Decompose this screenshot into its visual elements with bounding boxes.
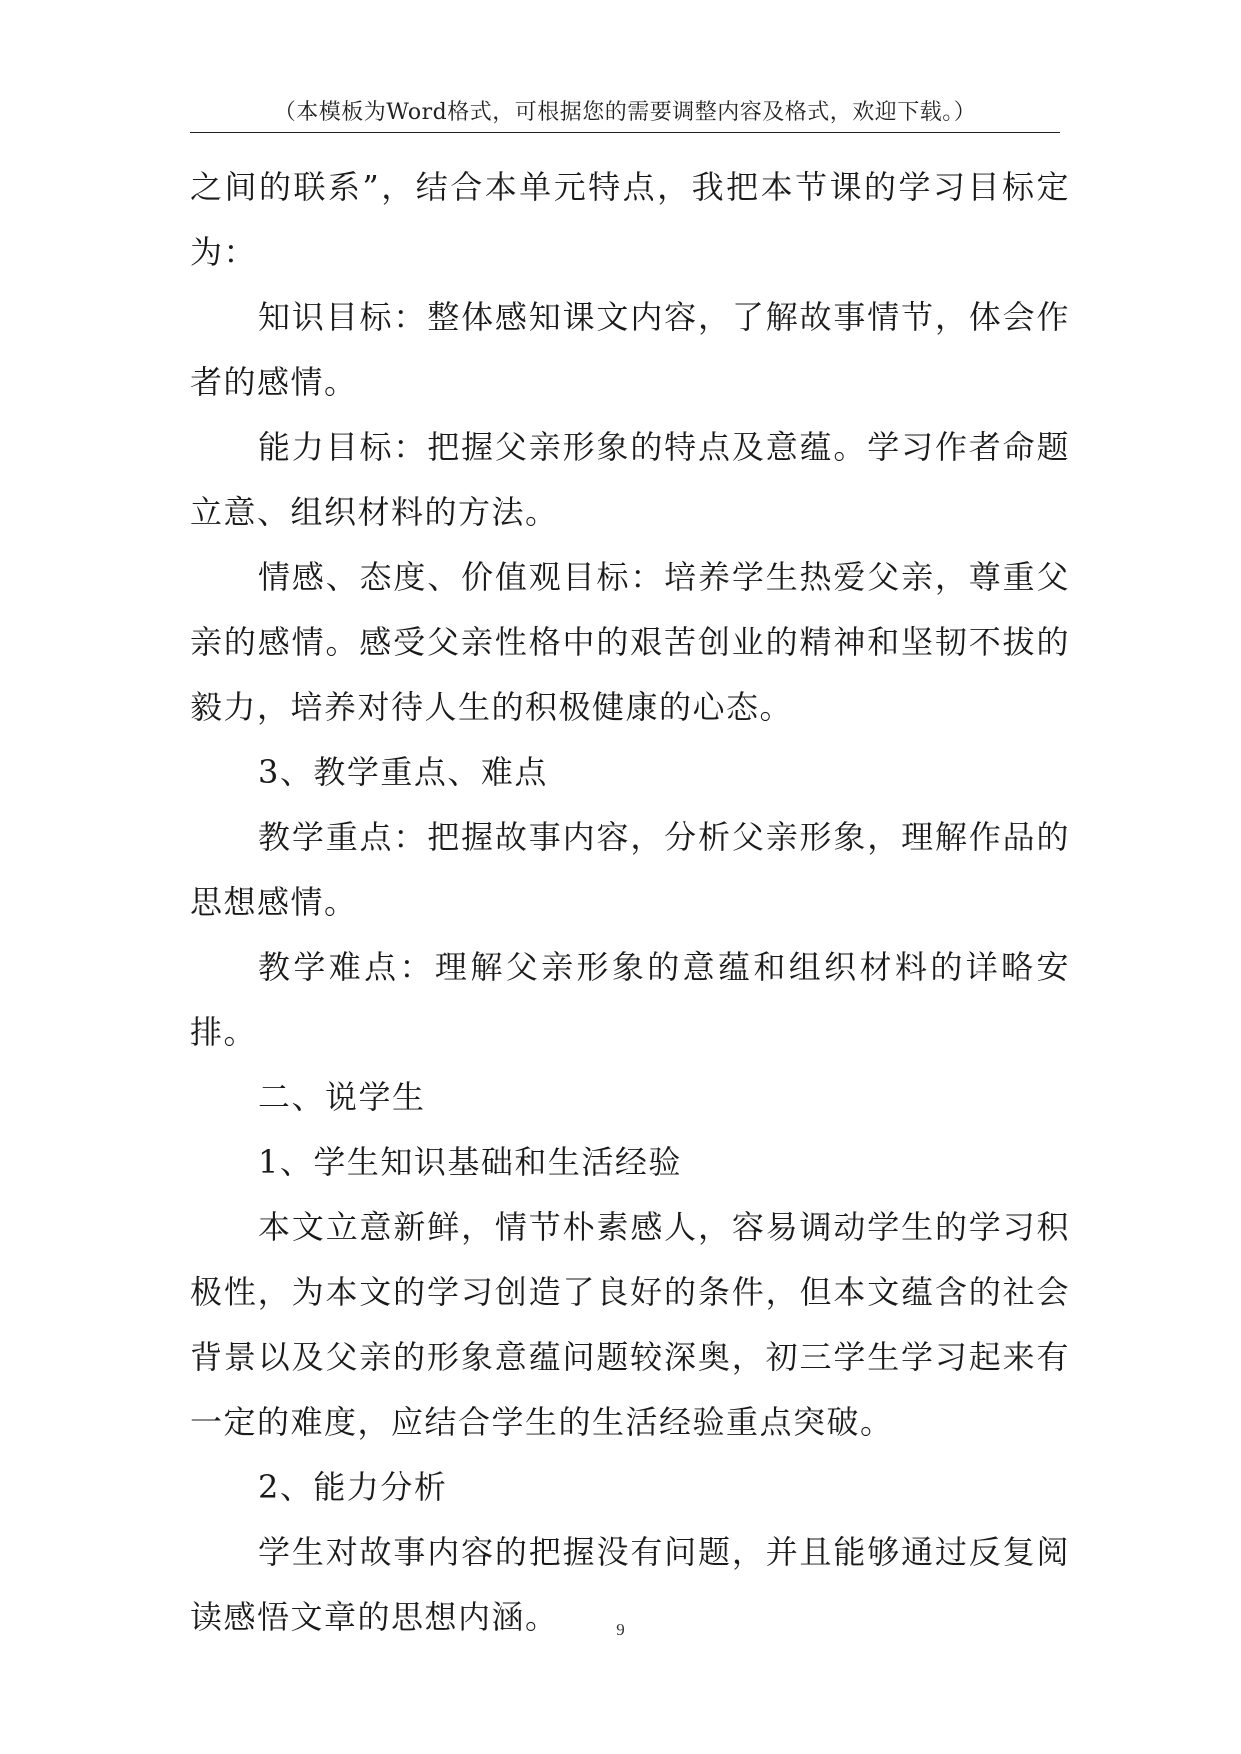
page-header: （本模板为Word格式，可根据您的需要调整内容及格式，欢迎下载。） (273, 100, 977, 125)
section-heading-students: 二、说学生 (258, 1078, 426, 1116)
header-divider (190, 132, 1060, 133)
section-heading-knowledge-base: 1、学生知识基础和生活经验 (258, 1143, 682, 1181)
paragraph-7: 教学难点：理解父亲形象的意蕴和组织材料的详略安排。 (190, 948, 1070, 1051)
paragraph-12: 学生对故事内容的把握没有问题，并且能够通过反复阅读感悟文章的思想内涵。 (190, 1533, 1070, 1636)
section-heading-ability: 2、能力分析 (258, 1468, 448, 1506)
paragraph-1: 之间的联系”，结合本单元特点，我把本节课的学习目标定为： (190, 168, 1070, 271)
document-body (190, 155, 1070, 1650)
paragraph-6: 教学重点：把握故事内容，分析父亲形象，理解作品的思想感情。 (190, 818, 1070, 921)
paragraph-2: 知识目标：整体感知课文内容，了解故事情节，体会作者的感情。 (190, 298, 1070, 401)
paragraph-4: 情感、态度、价值观目标：培养学生热爱父亲，尊重父亲的感情。感受父亲性格中的艰苦创业的精神和坚韧不拔的毅力，培养对待人生的积极健康的心态。 (190, 558, 1070, 726)
section-heading-key-points: 3、教学重点、难点 (258, 753, 548, 791)
page-number: 9 (616, 1620, 625, 1639)
paragraph-10: 本文立意新鲜，情节朴素感人，容易调动学生的学习积极性，为本文的学习创造了良好的条件，但本文蕴含的社会背景以及父亲的形象意蕴问题较深奥，初三学生学习起来有一定的难度，应结合学生的生活经验重点突破。 (190, 1208, 1070, 1441)
paragraph-3: 能力目标：把握父亲形象的特点及意蕴。学习作者命题立意、组织材料的方法。 (190, 428, 1070, 531)
